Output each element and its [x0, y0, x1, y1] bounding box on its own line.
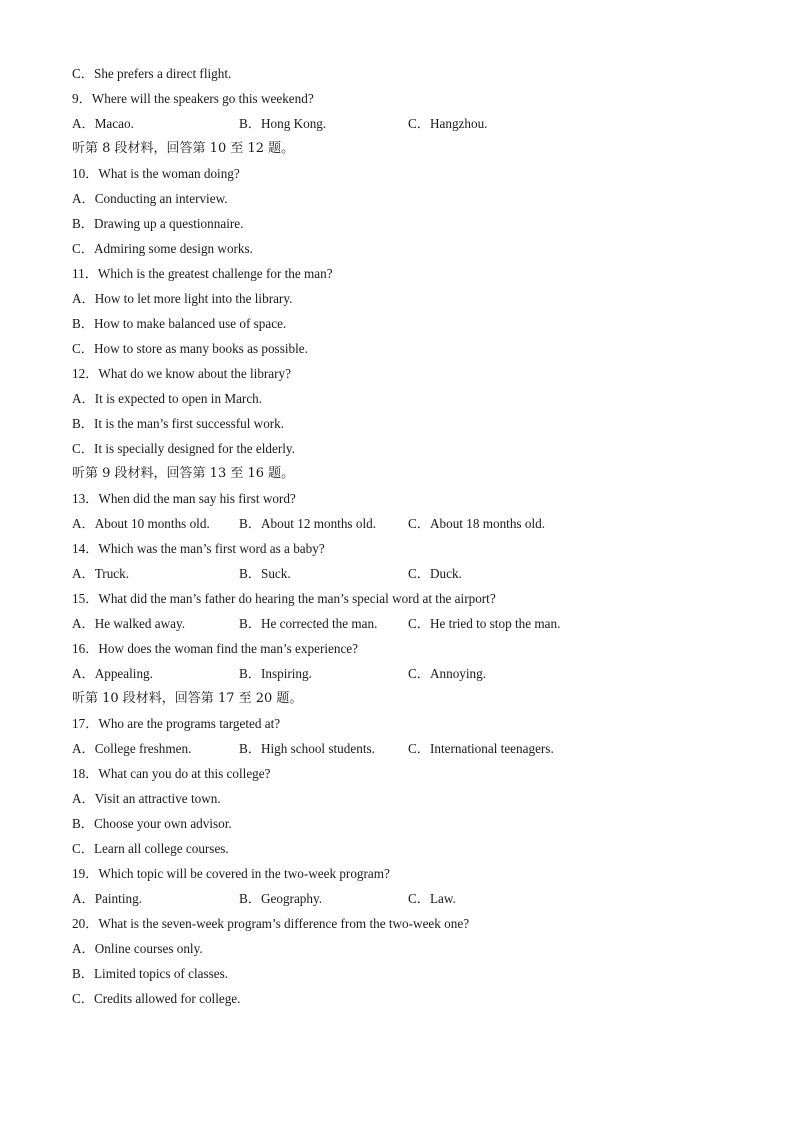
- question-line: A．It is expected to open in March.: [72, 391, 263, 406]
- question-line: C．Credits allowed for college.: [72, 991, 241, 1006]
- section-instruction: 听第 9 段材料，回答第 13 至 16 题。: [72, 466, 295, 481]
- answer-option: B．He corrected the man.: [239, 616, 378, 631]
- answer-option: B．High school students.: [239, 741, 375, 756]
- question-line: C．She prefers a direct flight.: [72, 66, 232, 81]
- answer-option: B．Inspiring.: [239, 666, 312, 681]
- question-line: 9．Where will the speakers go this weekend?: [72, 91, 314, 106]
- section-instruction: 听第 10 段材料，回答第 17 至 20 题。: [72, 691, 303, 706]
- answer-options-row: [72, 511, 732, 536]
- question-line: B．Limited topics of classes.: [72, 966, 229, 981]
- question-line: 20．What is the seven-week program’s difference from the two-week one?: [72, 916, 470, 931]
- question-line: 16．How does the woman find the man’s experience?: [72, 641, 359, 656]
- answer-option: A．College freshmen.: [72, 741, 192, 756]
- exam-page: [72, 61, 732, 1011]
- answer-option: C．Duck.: [408, 566, 462, 581]
- answer-option: B．Suck.: [239, 566, 291, 581]
- question-line: 19．Which topic will be covered in the two-week program?: [72, 866, 390, 881]
- question-line: C．It is specially designed for the elderly.: [72, 441, 295, 456]
- answer-option: B．About 12 months old.: [239, 516, 377, 531]
- answer-option: C．Law.: [408, 891, 456, 906]
- question-line: C．Admiring some design works.: [72, 241, 253, 256]
- question-line: B．How to make balanced use of space.: [72, 316, 287, 331]
- answer-option: C．International teenagers.: [408, 741, 554, 756]
- question-line: B．Drawing up a questionnaire.: [72, 216, 244, 231]
- question-line: 18．What can you do at this college?: [72, 766, 271, 781]
- question-line: 13．When did the man say his first word?: [72, 491, 296, 506]
- question-line: 14．Which was the man’s first word as a baby?: [72, 541, 325, 556]
- answer-option: A．He walked away.: [72, 616, 186, 631]
- answer-options-row: [72, 736, 732, 761]
- question-line: B．It is the man’s first successful work.: [72, 416, 285, 431]
- answer-option: A．About 10 months old.: [72, 516, 210, 531]
- question-line: C．Learn all college courses.: [72, 841, 229, 856]
- answer-option: A．Macao.: [72, 116, 134, 131]
- question-line: A．Visit an attractive town.: [72, 791, 221, 806]
- question-line: 17．Who are the programs targeted at?: [72, 716, 281, 731]
- question-line: A．Conducting an interview.: [72, 191, 228, 206]
- answer-options-row: [72, 886, 732, 911]
- question-line: B．Choose your own advisor.: [72, 816, 232, 831]
- question-line: C．How to store as many books as possible.: [72, 341, 308, 356]
- answer-option: C．He tried to stop the man.: [408, 616, 561, 631]
- answer-options-row: [72, 111, 732, 136]
- answer-option: A．Painting.: [72, 891, 142, 906]
- answer-options-row: [72, 611, 732, 636]
- question-line: A．How to let more light into the library.: [72, 291, 293, 306]
- answer-options-row: [72, 661, 732, 686]
- answer-option: C．Annoying.: [408, 666, 487, 681]
- answer-options-row: [72, 561, 732, 586]
- answer-option: A．Truck.: [72, 566, 130, 581]
- answer-option: C．Hangzhou.: [408, 116, 488, 131]
- answer-option: C．About 18 months old.: [408, 516, 546, 531]
- section-instruction: 听第 8 段材料，回答第 10 至 12 题。: [72, 141, 295, 156]
- question-line: 12．What do we know about the library?: [72, 366, 291, 381]
- question-line: A．Online courses only.: [72, 941, 203, 956]
- question-line: 11．Which is the greatest challenge for the man?: [72, 266, 333, 281]
- question-line: 10．What is the woman doing?: [72, 166, 240, 181]
- answer-option: B．Geography.: [239, 891, 323, 906]
- question-line: 15．What did the man’s father do hearing the man’s special word at the airport?: [72, 591, 496, 606]
- answer-option: A．Appealing.: [72, 666, 153, 681]
- answer-option: B．Hong Kong.: [239, 116, 327, 131]
